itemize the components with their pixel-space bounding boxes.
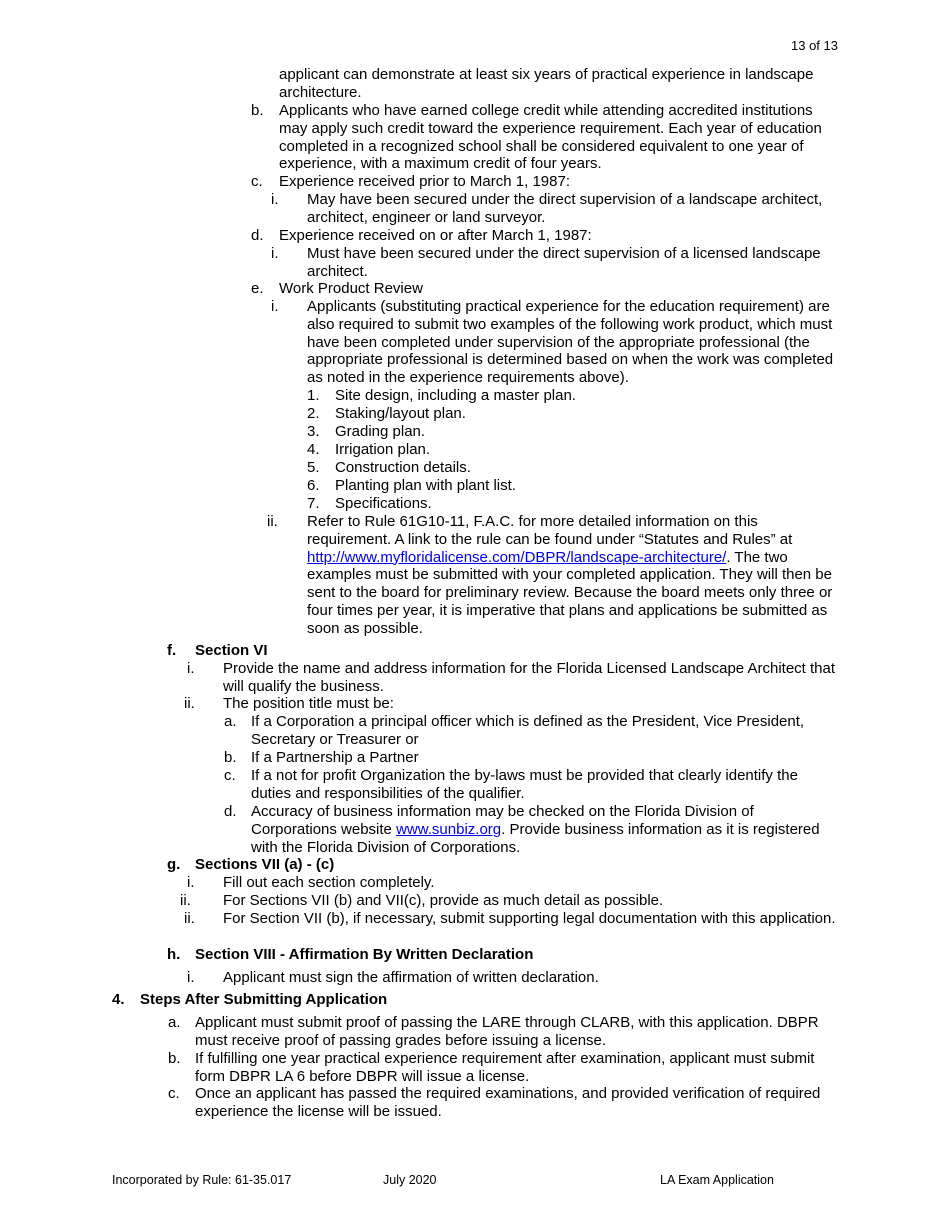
footer-date: July 2020	[383, 1173, 437, 1187]
document-page: 13 of 13 applicant can demonstrate at least six years of practical experience in landscape architecture. b. Applicants who have earned college credit while attending accredited institutions may apply such credit toward the experience requirement. Each year of education completed in a recognized school shall be considered equivalent to one year of experience, with a maximum credit of four years. c. Experience received prior to March 1, 1987: i. May have been secured under the direct supervision of a landscape architect, architect, engineer or land surveyor. d. Experience received on or after March 1, 1987: i. Must have been secured under the direct supervision of a licensed landscape architect. e. Work Product Review i. Applicants (substituting practical experience for the education requirement) are also required to submit two examples of the following work product, which must have been completed under supervision of the appropriate professional (the appropriate professional is determined based on when the work was completed as noted in the experience requirements above). 1. Site design, including a master plan. 2. Staking/layout plan. 3. Grading plan. 4. Irrigation plan. 5. Construction details. 6. Planting plan with plant list. 7. Specifications. ii. Refer to Rule 61G10-11, F.A.C. for more detailed information on this requirement. A link to the rule can be found under “Statutes and Rules” at http://www.myfloridalicense.com/DBPR/landscape-architecture/. The two examples must be submitted with your completed application. They will then be sent to the board for preliminary review. Because the board meets only three or four times per year, it is imperative that plans and applications be submitted as soon as possible. f. Section VI i. Provide the name and address information for the Florida Licensed Landscape Architect that will qualify the business. ii. The position title must be: a. If a Corporation a principal officer which is defined as the President, Vice President, Secretary or Treasurer or b. If a Partnership a Partner c. If a not for profit Organization the by-laws must be provided that clearly identify the duties and responsibilities of the qualifier. d. Accuracy of business information may be checked on the Florida Division of Corporations website www.sunbiz.org. Provide business information as it is registered with the Florida Division of Corporations. g. Sections VII (a) - (c) i. Fill out each section completely. ii. For Sections VII (b) and VII(c), provide as much detail as possible. ii. For Section VII (b), if necessary, submit supporting legal documentation with this application. h. Section VIII - Affirmation By Written Declaration i. Applicant must sign the affirmation of written declaration. 4. Steps After Submitting Application a. Applicant must submit proof of passing the LARE through CLARB, with this application. DBPR must receive proof of passing grades before issuing a license. b. If fulfilling one year practical experience requirement after examination, applicant must submit form DBPR LA 6 before DBPR will issue a license. c. Once an applicant has passed the required examinations, and provided verification of required experience the license will be issued. Incorporated by Rule: 61-35.017 July 2020 LA Exam Application	[0, 0, 950, 1230]
footer-form-name: LA Exam Application	[660, 1173, 774, 1187]
sunbiz-link[interactable]: www.sunbiz.org	[396, 820, 502, 838]
footer-rule: Incorporated by Rule: 61-35.017	[112, 1173, 292, 1187]
rule-link[interactable]: http://www.myfloridalicense.com/DBPR/landscape-architecture/	[307, 548, 727, 566]
page-number: 13 of 13	[791, 38, 838, 53]
